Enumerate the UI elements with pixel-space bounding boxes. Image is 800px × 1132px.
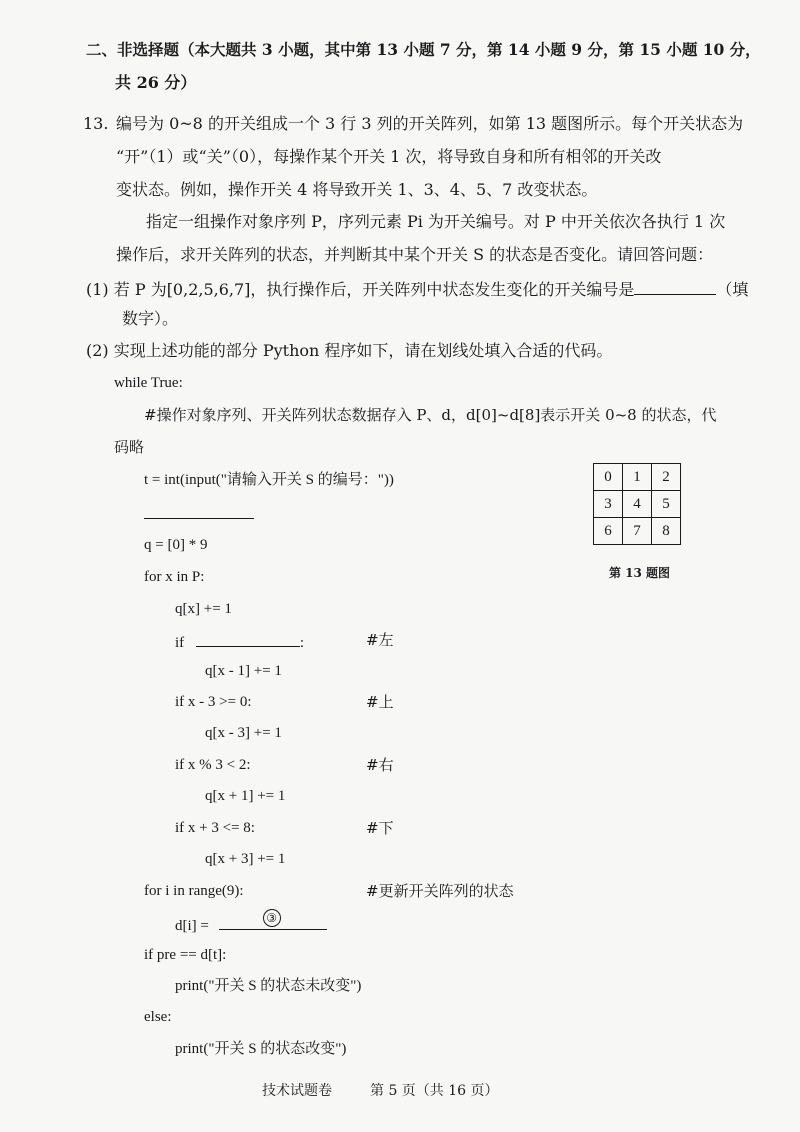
code-comment-down: #下 bbox=[366, 819, 394, 837]
answer-blank-code-1[interactable] bbox=[144, 502, 254, 519]
code-input-line: t = int(input("请输入开关 S 的编号：")) bbox=[144, 472, 394, 488]
grid-cell: 0 bbox=[594, 464, 623, 491]
code-if-right: if x % 3 < 2: bbox=[175, 757, 251, 773]
code-if-pre: if pre == d[t]: bbox=[144, 947, 227, 963]
grid-cell: 5 bbox=[652, 491, 681, 518]
grid-cell: 1 bbox=[623, 464, 652, 491]
question-para1-line1: 编号为 0~8 的开关组成一个 3 行 3 列的开关阵列，如第 13 题图所示。每个开关状态为 bbox=[116, 114, 744, 133]
grid-row bbox=[594, 518, 681, 545]
code-blank-line bbox=[144, 502, 254, 524]
blank-marker-3: ③ bbox=[263, 909, 281, 927]
grid-cell: 6 bbox=[594, 518, 623, 545]
question-number: 13. bbox=[83, 114, 109, 133]
code-comment-up: #上 bbox=[366, 693, 394, 711]
code-comment-data: #操作对象序列、开关阵列状态数据存入 P、d，d[0]~d[8]表示开关 0~8 的状态，代 bbox=[144, 406, 717, 424]
code-q-down: q[x + 3] += 1 bbox=[205, 851, 286, 867]
question-para2-line2: 操作后，求开关阵列的状态，并判断其中某个开关 S 的状态是否变化。请回答问题： bbox=[116, 245, 714, 264]
sub-question-2: (2) 实现上述功能的部分 Python 程序如下，请在划线处填入合适的代码。 bbox=[86, 341, 613, 360]
code-d-assign bbox=[175, 913, 327, 936]
code-comment-right: #右 bbox=[366, 756, 394, 774]
sub-question-1-prefix: (1) 若 P 为[0,2,5,6,7]，执行操作后，开关阵列中状态发生变化的开关编号是 bbox=[86, 280, 635, 299]
footer-page-number: 第 5 页（共 16 页） bbox=[370, 1083, 499, 1099]
code-for-x: for x in P: bbox=[144, 569, 205, 585]
code-for-i: for i in range(9): bbox=[144, 883, 244, 899]
sub-question-1-line2: 数字）。 bbox=[122, 309, 179, 328]
code-comment-update: #更新开关阵列的状态 bbox=[366, 882, 514, 900]
code-comment-left: #左 bbox=[366, 631, 394, 649]
code-print-changed: print("开关 S 的状态改变") bbox=[175, 1041, 347, 1057]
sub-question-1 bbox=[86, 278, 748, 300]
code-q-up: q[x - 3] += 1 bbox=[205, 725, 282, 741]
question-para2-line1: 指定一组操作对象序列 P，序列元素 Pi 为开关编号。对 P 中开关依次各执行 1 次 bbox=[146, 212, 726, 231]
code-if-colon: : bbox=[299, 635, 305, 651]
sub-question-1-suffix: （填 bbox=[716, 280, 749, 299]
code-if-up: if x - 3 >= 0: bbox=[175, 694, 252, 710]
code-d-assign-lhs: d[i] = bbox=[175, 918, 209, 934]
code-print-unchanged: print("开关 S 的状态未改变") bbox=[175, 978, 362, 994]
grid-cell: 8 bbox=[652, 518, 681, 545]
answer-blank-code-3[interactable] bbox=[219, 913, 327, 930]
question-para1-line2: “开”（1）或“关”（0），每操作某个开关 1 次，将导致自身和所有相邻的开关改 bbox=[116, 147, 662, 166]
grid-cell: 4 bbox=[623, 491, 652, 518]
footer-subject: 技术试题卷 bbox=[262, 1083, 332, 1099]
code-q-left: q[x - 1] += 1 bbox=[205, 663, 282, 679]
code-q-init: q = [0] * 9 bbox=[144, 537, 208, 553]
answer-blank-code-2[interactable] bbox=[196, 630, 300, 647]
grid-row bbox=[594, 491, 681, 518]
code-if-down: if x + 3 <= 8: bbox=[175, 820, 255, 836]
figure-caption: 第 13 题图 bbox=[609, 566, 671, 580]
section-header-line2: 共 26 分） bbox=[115, 73, 197, 92]
switch-grid-figure bbox=[593, 463, 681, 545]
grid-cell: 2 bbox=[652, 464, 681, 491]
code-else: else: bbox=[144, 1009, 172, 1025]
question-para1-line3: 变状态。例如，操作开关 4 将导致开关 1、3、4、5、7 改变状态。 bbox=[116, 180, 598, 199]
code-q-x: q[x] += 1 bbox=[175, 601, 232, 617]
code-q-right: q[x + 1] += 1 bbox=[205, 788, 286, 804]
answer-blank-1[interactable] bbox=[634, 278, 716, 295]
grid-row bbox=[594, 464, 681, 491]
code-comment-data-cont: 码略 bbox=[114, 438, 145, 456]
code-if-keyword: if bbox=[175, 635, 185, 651]
section-header-line1: 二、非选择题（本大题共 3 小题，其中第 13 小题 7 分，第 14 小题 9 分，第 15 小题 10 分， bbox=[86, 40, 761, 59]
grid-cell: 3 bbox=[594, 491, 623, 518]
code-while: while True: bbox=[114, 375, 183, 391]
code-if-left bbox=[175, 630, 304, 653]
grid-cell: 7 bbox=[623, 518, 652, 545]
